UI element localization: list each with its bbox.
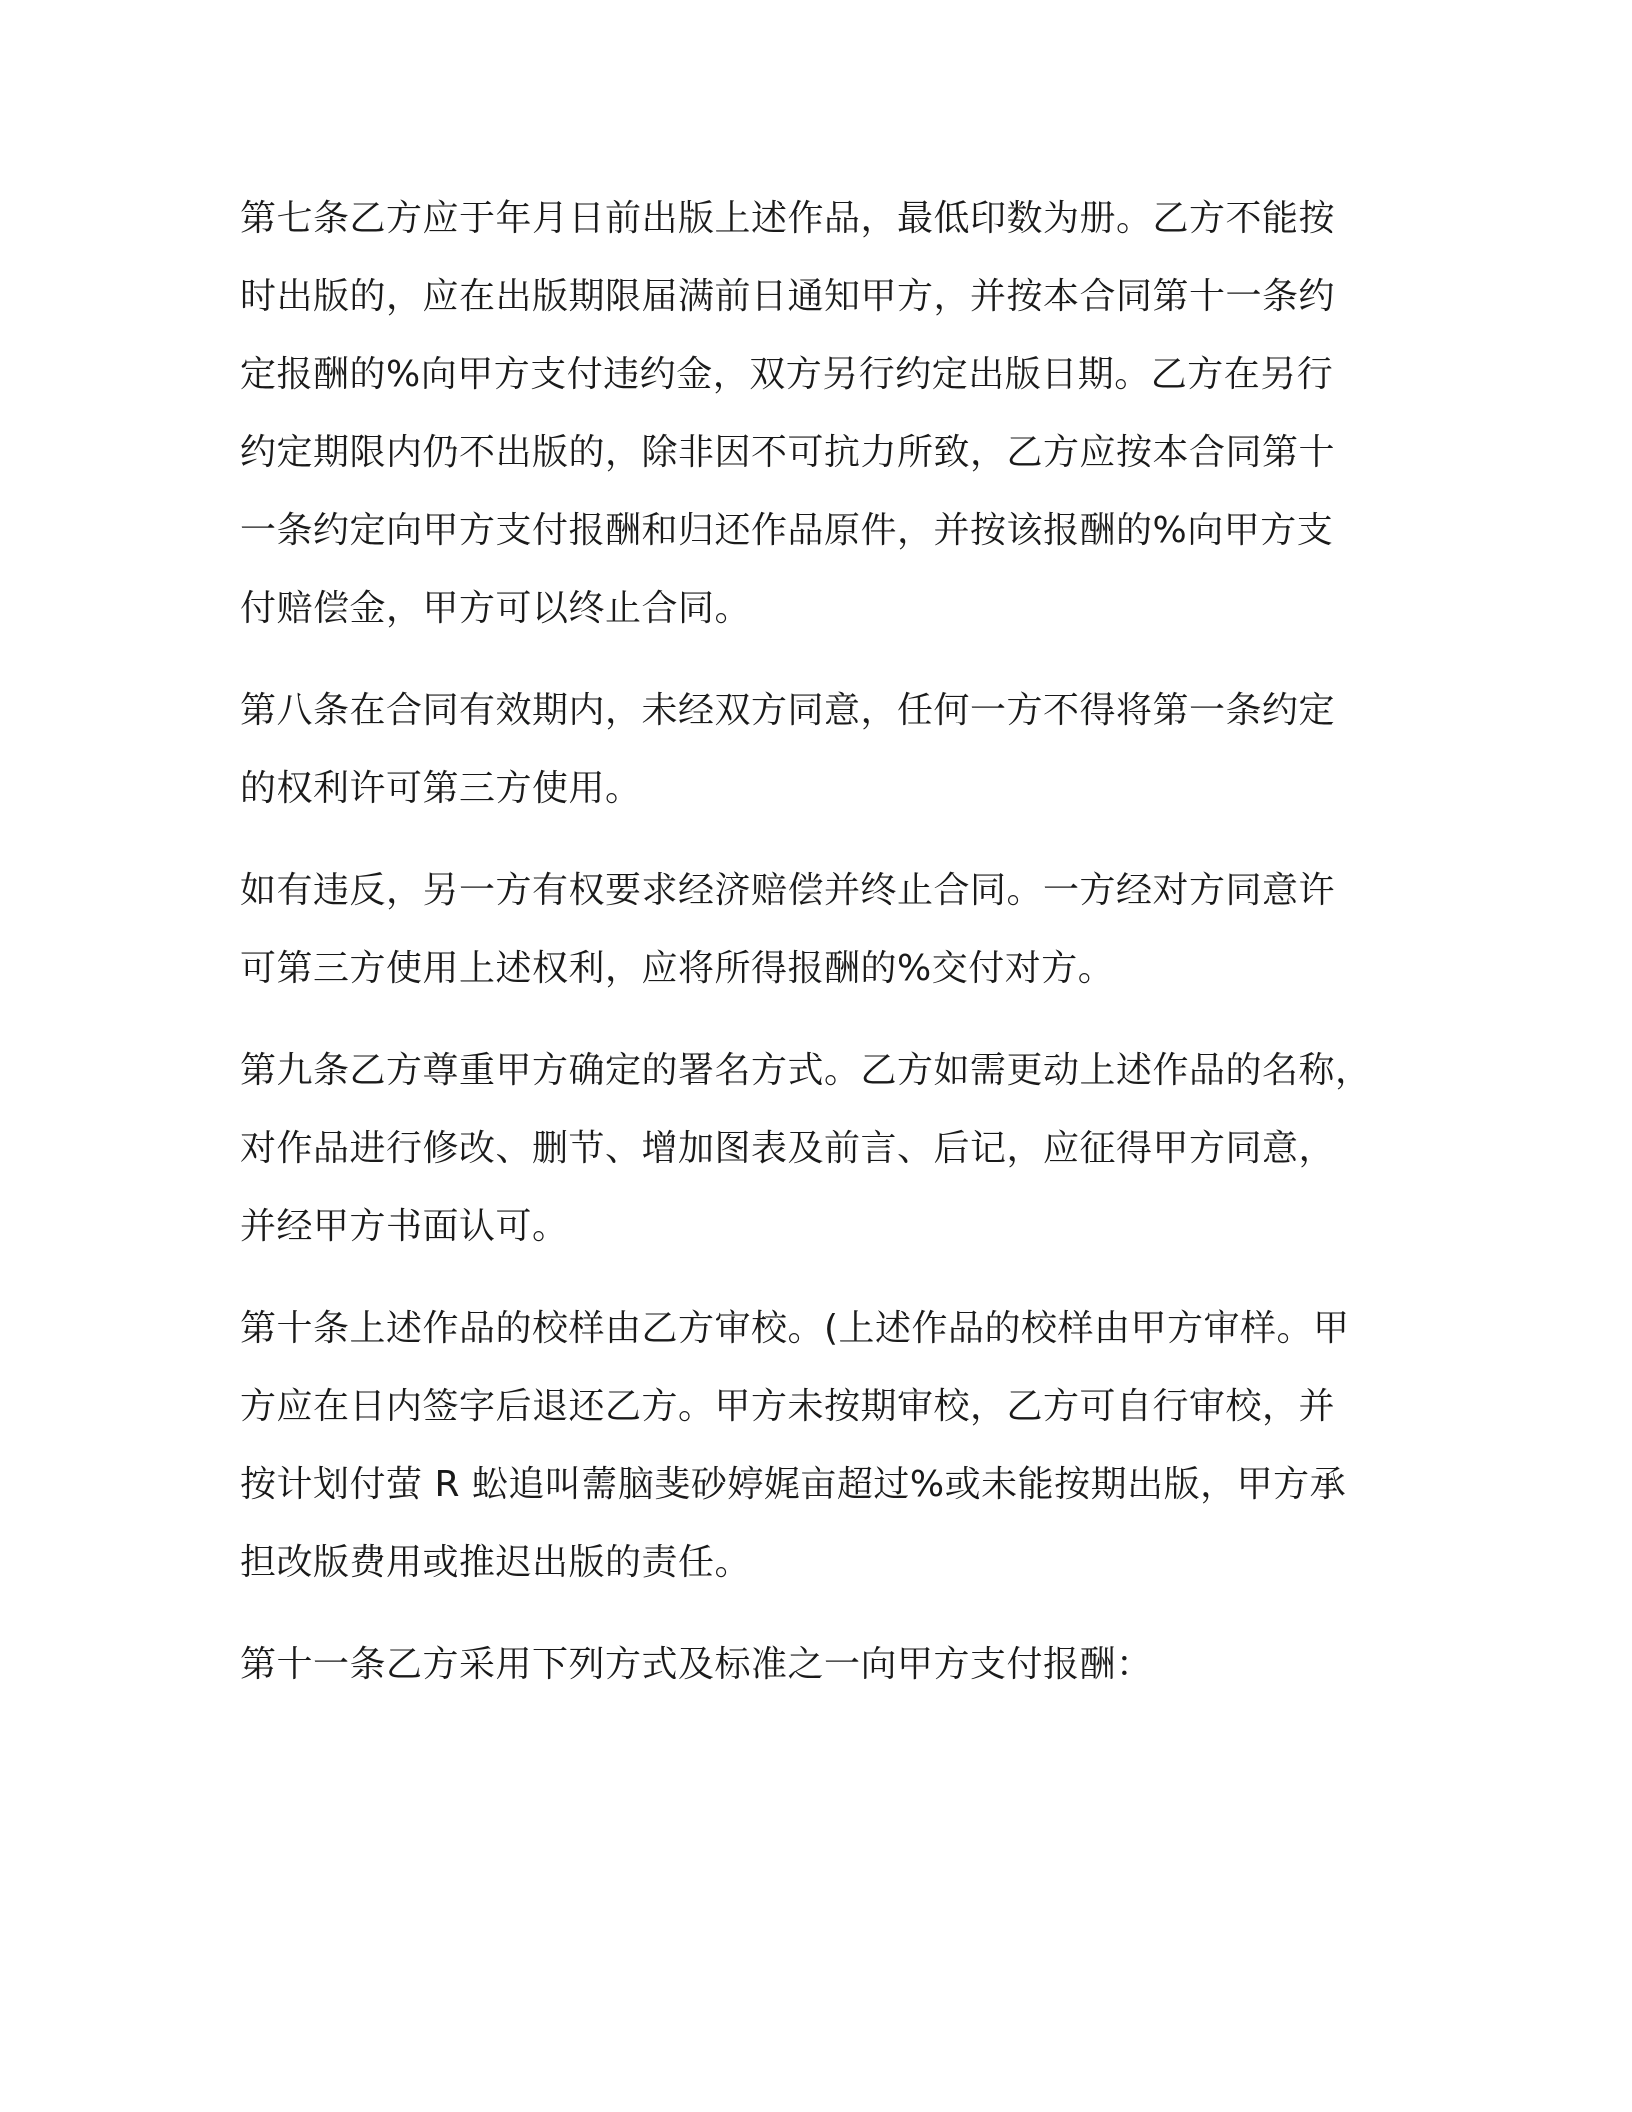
text-line: 第十条上述作品的校样由乙方审校。(上述作品的校样由甲方审样。甲 bbox=[240, 1308, 1350, 1349]
text-line: 第七条乙方应于年月日前出版上述作品，最低印数为册。乙方不能按 bbox=[240, 198, 1336, 239]
paragraph-article-7 bbox=[240, 180, 1390, 648]
text-line: 按计划付萤 R 蚣追叫薷脑斐砂婷娓亩超过%或未能按期出版，甲方承 bbox=[240, 1464, 1347, 1505]
paragraph-violation-clause bbox=[240, 852, 1390, 1008]
text-line: 第十一条乙方采用下列方式及标准之一向甲方支付报酬： bbox=[240, 1644, 1153, 1685]
text-line: 一条约定向甲方支付报酬和归还作品原件，并按该报酬的%向甲方支 bbox=[240, 510, 1334, 551]
paragraph-article-9 bbox=[240, 1032, 1390, 1266]
text-line: 第九条乙方尊重甲方确定的署名方式。乙方如需更动上述作品的名称， bbox=[240, 1050, 1372, 1091]
text-line: 可第三方使用上述权利，应将所得报酬的%交付对方。 bbox=[240, 948, 1115, 989]
text-line: 对作品进行修改、删节、增加图表及前言、后记，应征得甲方同意， bbox=[240, 1128, 1336, 1169]
text-line: 并经甲方书面认可。 bbox=[240, 1206, 569, 1247]
text-line: 第八条在合同有效期内，未经双方同意，任何一方不得将第一条约定 bbox=[240, 690, 1336, 731]
text-line: 的权利许可第三方使用。 bbox=[240, 768, 642, 809]
paragraph-article-10 bbox=[240, 1290, 1390, 1602]
text-line: 担改版费用或推迟出版的责任。 bbox=[240, 1542, 752, 1583]
text-line: 约定期限内仍不出版的，除非因不可抗力所致，乙方应按本合同第十 bbox=[240, 432, 1336, 473]
paragraph-article-8 bbox=[240, 672, 1390, 828]
text-line: 时出版的，应在出版期限届满前日通知甲方，并按本合同第十一条约 bbox=[240, 276, 1336, 317]
text-line: 如有违反，另一方有权要求经济赔偿并终止合同。一方经对方同意许 bbox=[240, 870, 1336, 911]
document-body bbox=[240, 180, 1390, 1728]
text-line: 方应在日内签字后退还乙方。甲方未按期审校，乙方可自行审校，并 bbox=[240, 1386, 1336, 1427]
paragraph-article-11 bbox=[240, 1626, 1390, 1704]
text-line: 定报酬的%向甲方支付违约金，双方另行约定出版日期。乙方在另行 bbox=[240, 354, 1334, 395]
text-line: 付赔偿金，甲方可以终止合同。 bbox=[240, 588, 752, 629]
